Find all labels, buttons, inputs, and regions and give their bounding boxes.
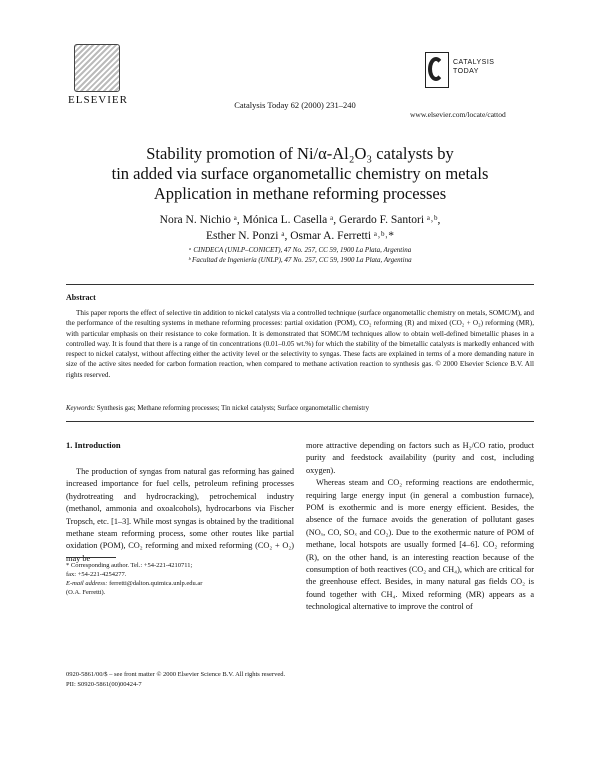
abstract-text: This paper reports the effect of selective tin addition to nickel catalysts via a controlled technique (surface organometallic chemistry on metals, SOMC/M), and the performance of the resulting systems in methane reforming processes: partial oxidation (POM), CO₂ reforming (R) and mixed (CO₂ + O₂) reforming (MR), with particular emphasis on their resistance to coke formation. It is demonstrated that SOMC/M techniques allow to obtain well-defined bimetallic phases in a controlled way. It is found that there is a range of tin concentrations (0.01–0.05 wt.%) for which the stability of the bimetallic catalysts is markedly enhanced with respect to nickel catalyst, without affecting either the activity level or the selectivity to syngas. These facts are explained in terms of a more demanding nature in size of the active sites needed for carbon formation reaction, when compared to methane activation reaction to synthesis gas. © 2000 Elsevier Science B.V. All rights reserved. bbox=[66, 309, 534, 379]
keywords-label: Keywords: bbox=[66, 405, 96, 412]
journal-url[interactable]: www.elsevier.com/locate/cattod bbox=[410, 110, 506, 119]
author-list bbox=[80, 212, 520, 244]
copyright-info bbox=[66, 670, 534, 689]
journal-logo-icon bbox=[425, 52, 449, 88]
left-column bbox=[66, 466, 294, 565]
authors-line-1: Nora N. Nichio ᵃ, Mónica L. Casella ᵃ, Gerardo F. Santori ᵃ˒ᵇ, bbox=[159, 214, 441, 226]
footnote-divider bbox=[66, 557, 116, 558]
affiliations bbox=[80, 245, 520, 265]
title-line-2: tin added via surface organometallic chemistry on metals bbox=[111, 164, 489, 183]
pii-line: PII: S0920-5861(00)00424-7 bbox=[66, 680, 142, 688]
divider-top bbox=[66, 284, 534, 285]
email-link[interactable]: ferretti@dalton.quimica.unlp.edu.ar bbox=[109, 580, 203, 587]
keywords-text: Synthesis gas; Methane reforming processes; Tin nickel catalysts; Surface organometallic chemistry bbox=[96, 405, 369, 412]
footnote-line-4: (O.A. Ferretti). bbox=[66, 589, 106, 596]
footnote-line-1: * Corresponding author. Tel.: +54-221-4210711; bbox=[66, 562, 193, 569]
section-heading: 1. Introduction bbox=[66, 440, 121, 450]
intro-paragraph-1-cont: more attractive depending on factors such as H₂/CO ratio, product purity and feedstock availability (purity and cost, including oxygen). bbox=[306, 441, 534, 475]
publisher-name: ELSEVIER bbox=[68, 94, 128, 106]
issn-line: 0920-5861/00/$ – see front matter © 2000 Elsevier Science B.V. All rights reserved. bbox=[66, 671, 286, 678]
intro-paragraph-1: The production of syngas from natural gas reforming has gained increased importance for fuel cells, petroleum refining processes (hydrotreating and hydrocracking), petrochemical industry (methanol, ammonia and oxoalcohols), hydrocarbons via Fischer Tropsch, etc. [1–3]. While most syngas is obtained by the traditional methane steam reforming process, some other routes like partial oxidation (POM), CO₂ reforming and mixed reforming (CO₂ + O₂) may be bbox=[66, 467, 294, 563]
footnote bbox=[66, 561, 294, 597]
paper-title bbox=[80, 144, 520, 204]
title-line-1: Stability promotion of Ni/α-Al₂O₃ catalysts by bbox=[146, 144, 454, 163]
journal-logo-line2: TODAY bbox=[453, 68, 479, 75]
affiliation-a: ᵃ CINDECA (UNLP–CONICET), 47 No. 257, CC 59, 1900 La Plata, Argentina bbox=[188, 246, 412, 254]
affiliation-b: ᵇ Facultad de Ingeniería (UNLP), 47 No. 257, CC 59, 1900 La Plata, Argentina bbox=[188, 256, 412, 264]
divider-bottom bbox=[66, 421, 534, 422]
email-label: E-mail address: bbox=[66, 580, 108, 587]
intro-paragraph-2: Whereas steam and CO₂ reforming reactions are endothermic, requiring large energy input (in general a combustion furnace), POM is exothermic and is more energy efficient. Besides, the absence of the furnace avoids the generation of pollutant gases (NOₓ, CO, SOₓ and CO₂). Due to the exothermic nature of POM of methane, local hotspots are usually formed [4–6]. CO₂ reforming (R), on the other hand, is an interesting reaction because of the consumption of both reactives (CO₂ and CH₄), which are critical for the greenhouse effect. Besides, in many natural gas fields CO₂ is found together with CH₄. Mixed reforming (MR) appears as a technological alternative to improve the control of bbox=[306, 478, 534, 612]
abstract-heading: Abstract bbox=[66, 293, 96, 302]
title-line-3: Application in methane reforming processes bbox=[153, 184, 447, 203]
keywords bbox=[66, 405, 534, 412]
authors-line-2: Esther N. Ponzi ᵃ, Osmar A. Ferretti ᵃ˒ᵇ˒* bbox=[205, 230, 395, 242]
right-column bbox=[306, 440, 534, 614]
journal-citation: Catalysis Today 62 (2000) 231–240 bbox=[234, 100, 356, 110]
catalysis-today-logo bbox=[425, 52, 507, 92]
elsevier-logo bbox=[64, 44, 132, 108]
journal-logo-line1: CATALYSIS bbox=[453, 59, 495, 66]
elsevier-tree-icon bbox=[74, 44, 120, 92]
footnote-line-2: fax: +54-221-4254277. bbox=[66, 571, 127, 578]
